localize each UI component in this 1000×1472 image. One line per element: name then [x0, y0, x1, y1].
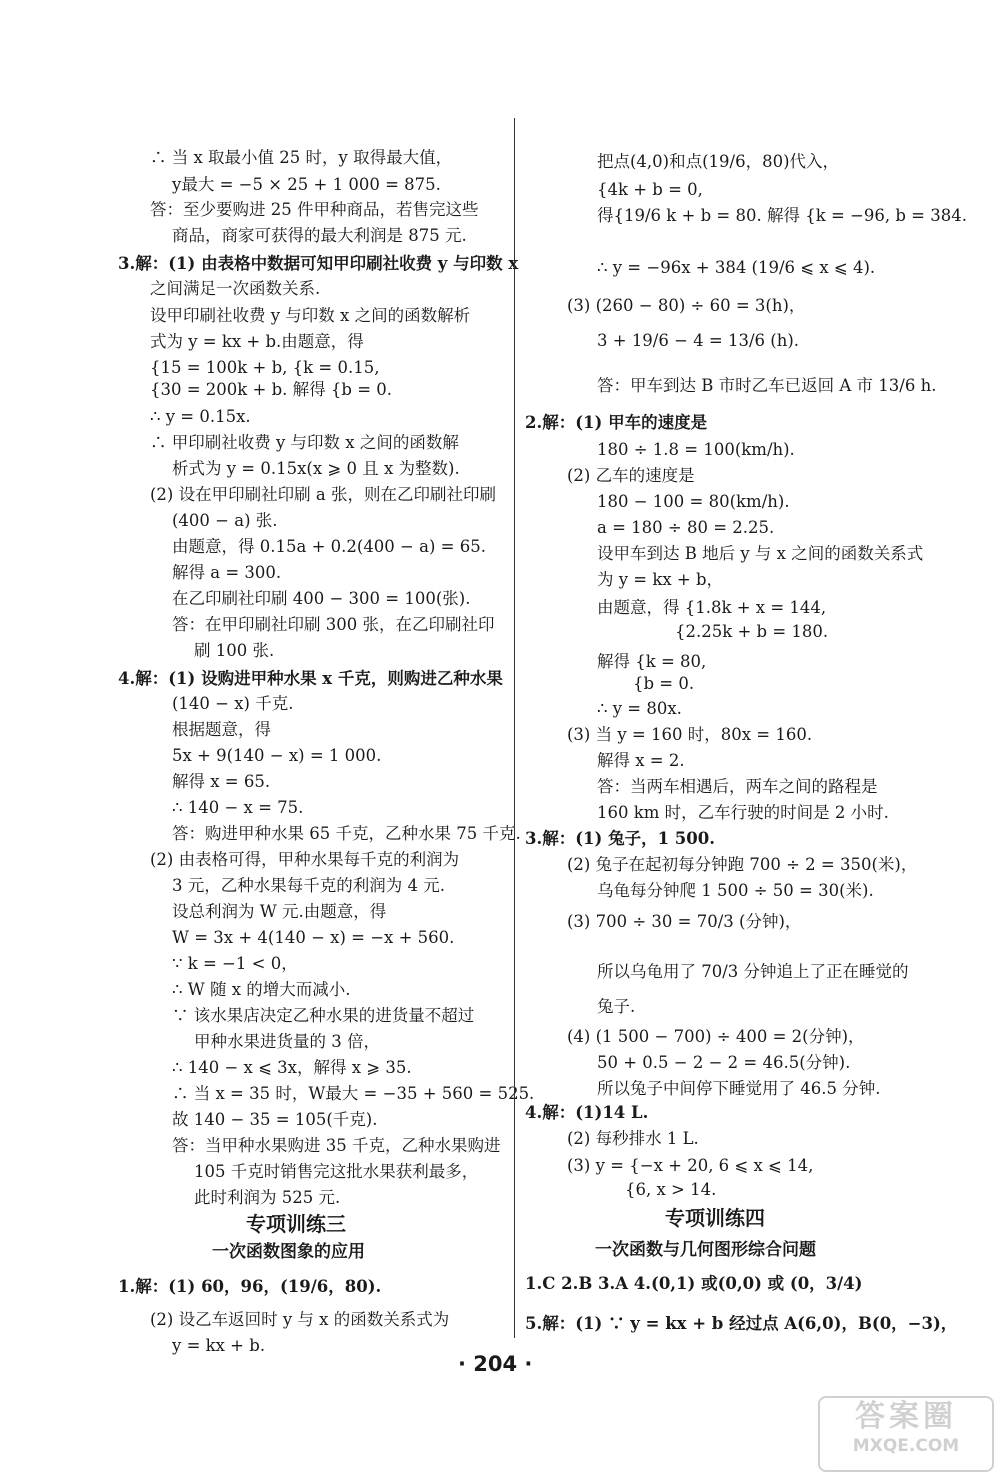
text-line: a = 180 ÷ 80 = 2.25. [597, 518, 775, 537]
text-line: 为 y = kx + b， [597, 570, 724, 589]
text-line: 根据题意，得 [172, 720, 271, 739]
text-line: (2) 乙车的速度是 [567, 466, 695, 485]
text-line: ∴ y = 80x. [597, 699, 682, 718]
text-line: ∴ 甲印刷社收费 y 与印数 x 之间的函数解 [150, 433, 459, 452]
text-line: 5x + 9(140 − x) = 1 000. [172, 746, 382, 765]
question-4-heading: 4.解：(1)14 L. [525, 1103, 649, 1122]
text-line: W = 3x + 4(140 − x) = −x + 560. [172, 928, 455, 947]
equation-system: {b = 0. [633, 674, 695, 693]
question-4-heading: 4.解：(1) 设购进甲种水果 x 千克，则购进乙种水果 [118, 669, 503, 688]
text-line: 答：当甲种水果购进 35 千克，乙种水果购进 [172, 1136, 501, 1155]
text-line: ∴ 140 − x ⩽ 3x，解得 x ⩾ 35. [172, 1058, 412, 1077]
section-subtitle: 一次函数与几何图形综合问题 [595, 1240, 816, 1260]
text-line: ∴ 当 x 取最小值 25 时，y 取得最大值， [150, 148, 453, 167]
text-line: 解得 x = 2. [597, 751, 685, 770]
text-line: 所以乌龟用了 70/3 分钟追上了正在睡觉的 [597, 962, 909, 981]
text-line: 解得 x = 65. [172, 772, 271, 791]
section-title: 专项训练四 [665, 1206, 765, 1230]
text-line: (3) 当 y = 160 时，80x = 160. [567, 725, 813, 744]
watermark-logo [818, 1396, 994, 1472]
column-divider [514, 118, 515, 1338]
text-line: 180 ÷ 1.8 = 100(km/h). [597, 440, 795, 459]
text-line: 50 + 0.5 − 2 − 2 = 46.5(分钟). [597, 1053, 851, 1072]
text-line: 把点(4,0)和点(19/6，80)代入， [597, 152, 840, 171]
text-line: 答：在甲印刷社印刷 300 张，在乙印刷社印 [172, 615, 495, 634]
page-number: · 204 · [458, 1352, 533, 1376]
text-line: 3 + 19/6 − 4 = 13/6 (h). [597, 331, 800, 350]
question-1-heading: 1.解：(1) 60，96，(19/6，80). [118, 1277, 382, 1296]
text-line: 式为 y = kx + b.由题意，得 [150, 332, 364, 351]
question-2-heading: 2.解：(1) 甲车的速度是 [525, 413, 708, 432]
text-line: 设总利润为 W 元.由题意，得 [172, 902, 387, 921]
text-line: 答：甲车到达 B 市时乙车已返回 A 市 13/6 h. [597, 376, 937, 395]
text-line: 所以兔子中间停下睡觉用了 46.5 分钟. [597, 1079, 881, 1098]
text-line: 刷 100 张. [194, 641, 275, 660]
text-line: (2) 设乙车返回时 y 与 x 的函数关系式为 [150, 1310, 450, 1329]
text-line: 乌龟每分钟爬 1 500 ÷ 50 = 30(米). [597, 881, 874, 900]
text-line: 答：至少要购进 25 件甲种商品，若售完这些 [150, 200, 479, 219]
text-line: ∴ 当 x = 35 时，W最大 = −35 + 560 = 525. [172, 1084, 535, 1103]
text-line: (3) (260 − 80) ÷ 60 = 3(h)， [567, 296, 806, 315]
text-line: 设甲车到达 B 地后 y 与 x 之间的函数关系式 [597, 544, 924, 563]
equation-system: 得{19/6 k + b = 80. 解得 {k = −96, b = 384. [597, 206, 967, 225]
text-line: ∴ 140 − x = 75. [172, 798, 304, 817]
text-line: (400 − a) 张. [172, 511, 278, 530]
equation-system: 解得 {k = 80, [597, 652, 707, 671]
text-line: (3) 700 ÷ 30 = 70/3 (分钟)， [567, 912, 802, 931]
text-line: 解得 a = 300. [172, 563, 282, 582]
equation-system: {4k + b = 0, [597, 180, 703, 199]
text-line: 之间满足一次函数关系. [150, 279, 321, 298]
equation-system: (3) y = {−x + 20, 6 ⩽ x ⩽ 14, [567, 1156, 814, 1175]
text-line: (2) 设在甲印刷社印刷 a 张，则在乙印刷社印刷 [150, 485, 496, 504]
text-line: (2) 每秒排水 1 L. [567, 1129, 699, 1148]
text-line: 故 140 − 35 = 105(千克). [172, 1110, 378, 1129]
text-line: ∵ 该水果店决定乙种水果的进货量不超过 [172, 1006, 475, 1025]
question-5-heading: 5.解：(1) ∵ y = kx + b 经过点 A(6,0)，B(0，−3)， [525, 1314, 958, 1333]
text-line: (4) (1 500 − 700) ÷ 400 = 2(分钟)， [567, 1027, 865, 1046]
text-line: y最大 = −5 × 25 + 1 000 = 875. [172, 175, 441, 194]
text-line: (2) 由表格可得，甲种水果每千克的利润为 [150, 850, 460, 869]
question-3-heading: 3.解：(1) 兔子，1 500. [525, 829, 715, 848]
section-subtitle: 一次函数图象的应用 [212, 1242, 365, 1262]
text-line: 商品，商家可获得的最大利润是 875 元. [172, 226, 467, 245]
text-line: ∴ W 随 x 的增大而减小. [172, 980, 351, 999]
text-line: ∴ y = −96x + 384 (19/6 ⩽ x ⩽ 4). [597, 258, 876, 277]
text-line: 答：购进甲种水果 65 千克，乙种水果 75 千克. [172, 824, 521, 843]
text-line: 180 − 100 = 80(km/h). [597, 492, 790, 511]
text-line: 在乙印刷社印刷 400 − 300 = 100(张). [172, 589, 471, 608]
text-line: 设甲印刷社收费 y 与印数 x 之间的函数解析 [150, 306, 471, 325]
text-line: (2) 兔子在起初每分钟跑 700 ÷ 2 = 350(米)， [567, 855, 918, 874]
text-line: 此时利润为 525 元. [194, 1188, 341, 1207]
text-line: 3 元，乙种水果每千克的利润为 4 元. [172, 876, 445, 895]
equation-system: {6, x > 14. [625, 1180, 717, 1199]
text-line: 答：当两车相遇后，两车之间的路程是 [597, 777, 878, 796]
choice-answers: 1.C 2.B 3.A 4.(0,1) 或(0,0) 或 (0，3/4) [525, 1274, 863, 1293]
equation-system: {15 = 100k + b, {k = 0.15, [150, 358, 380, 377]
watermark-logo-text: 答案圈 [855, 1399, 957, 1434]
question-3-heading: 3.解：(1) 由表格中数据可知甲印刷社收费 y 与印数 x [118, 254, 519, 273]
watermark-url: MXQE.COM [852, 1436, 960, 1456]
equation-system: 由题意，得 {1.8k + x = 144, [597, 598, 827, 617]
text-line: 析式为 y = 0.15x(x ⩾ 0 且 x 为整数). [172, 459, 460, 478]
text-line: 兔子. [597, 997, 636, 1016]
equation-system: {30 = 200k + b. 解得 {b = 0. [150, 380, 393, 399]
section-title: 专项训练三 [246, 1212, 346, 1236]
text-line: (140 − x) 千克. [172, 694, 294, 713]
equation-system: {2.25k + b = 180. [675, 622, 829, 641]
text-line: y = kx + b. [172, 1336, 266, 1355]
text-line: 105 千克时销售完这批水果获利最多， [194, 1162, 479, 1181]
text-line: ∴ y = 0.15x. [150, 407, 251, 426]
text-line: 160 km 时，乙车行驶的时间是 2 小时. [597, 803, 889, 822]
text-line: 甲种水果进货量的 3 倍， [194, 1032, 380, 1051]
text-line: 由题意，得 0.15a + 0.2(400 − a) = 65. [172, 537, 486, 556]
text-line: ∵ k = −1 < 0， [172, 954, 298, 973]
